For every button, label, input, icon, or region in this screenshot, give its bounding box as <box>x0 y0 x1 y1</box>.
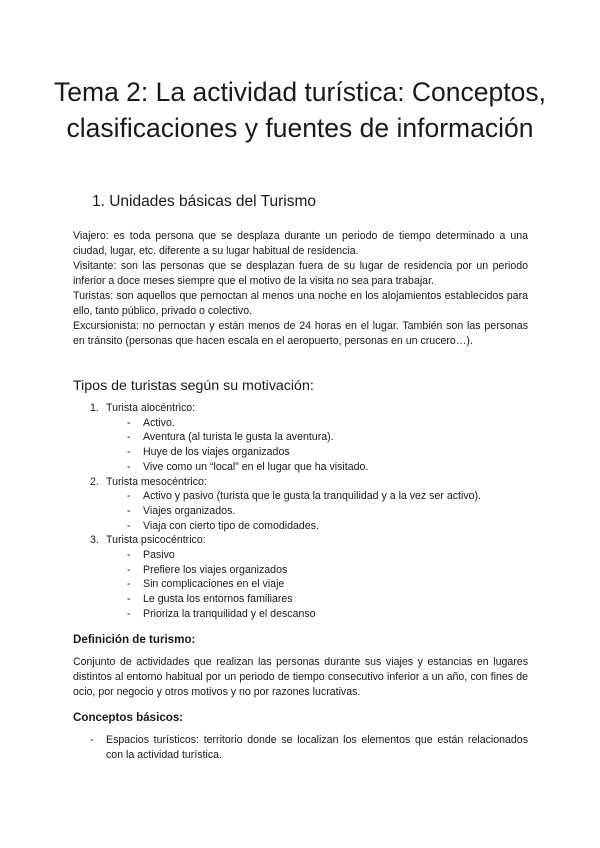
dash-bullet: - <box>127 504 131 517</box>
definition-turistas: Turistas: son aquellos que pernoctan al menos una noche en los alojamientos establecidos para ello, tanto público, privado o colectivo. <box>73 290 528 317</box>
definition-visitante: Visitante: son las personas que se desplazan fuera de su lugar de residencia por un periodo inferior a doce meses siempre que el motivo de la visita no sea para trabajar. <box>73 260 528 287</box>
list-item-text: Activo y pasivo (turista que le gusta la tranquilidad y a la vez ser activo). <box>143 490 481 503</box>
list-item-text: Le gusta los entornos familiares <box>143 593 293 606</box>
tourist-type-item <box>73 533 528 548</box>
list-item <box>73 489 528 504</box>
definition-viajero: Viajero: es toda persona que se desplaza durante un periodo de tiempo determinado a una ciudad, lugar, etc. diferente a su lugar habitual de residencia. <box>73 230 528 257</box>
list-number: 2. <box>90 475 99 488</box>
list-item <box>73 548 528 563</box>
dash-bullet: - <box>127 593 131 606</box>
list-item-text: Vive como un “local” en el lugar que ha visitado. <box>143 460 369 473</box>
list-item <box>73 445 528 460</box>
list-item-text: Huye de los viajes organizados <box>143 446 290 459</box>
document-title: Tema 2: La actividad turística: Conceptos, clasificaciones y fuentes de información <box>54 77 546 143</box>
list-item <box>73 577 528 592</box>
dash-bullet: - <box>127 460 131 473</box>
tourist-type-item <box>73 475 528 490</box>
list-item <box>73 519 528 534</box>
definitions-block <box>73 229 528 349</box>
list-item-text: Viaja con cierto tipo de comodidades. <box>143 519 319 532</box>
list-item-text: Viajes organizados. <box>143 504 236 517</box>
tourist-type-item <box>73 401 528 416</box>
dash-bullet: - <box>127 490 131 503</box>
list-item-text: Prioriza la tranquilidad y el descanso <box>143 607 316 620</box>
definition-excursionista: Excursionista: no pernoctan y están menos de 24 horas en el lugar. También son las personas en tránsito (personas que hacen escala en el aeropuerto, personas en un crucero…). <box>73 320 528 347</box>
list-number: 3. <box>90 534 99 547</box>
dash-bullet: - <box>90 734 94 746</box>
list-item <box>73 563 528 578</box>
dash-bullet: - <box>127 607 131 620</box>
tourism-definition-text: Conjunto de actividades que realizan las personas durante sus viajes y estancias en lugares distintos al entorno habitual por un periodo de tiempo consecutivo inferior a un año, con fines de ocio, por negocio y otros motivos y no por razones lucrativas. <box>73 656 528 698</box>
tourist-types-list <box>73 401 528 622</box>
dash-bullet: - <box>127 549 131 562</box>
dash-bullet: - <box>127 446 131 459</box>
list-item <box>73 592 528 607</box>
tourist-types-heading: Tipos de turistas según su motivación: <box>73 378 314 394</box>
basic-concept-item <box>73 733 528 763</box>
dash-bullet: - <box>127 416 131 429</box>
list-item <box>73 416 528 431</box>
list-item-text: Aventura (al turista le gusta la aventura). <box>143 431 334 444</box>
basic-concept-text: Espacios turísticos: territorio donde se localizan los elementos que están relacionados con la actividad turística. <box>106 734 528 761</box>
list-item-text: Activo. <box>143 416 175 429</box>
list-item <box>73 504 528 519</box>
dash-bullet: - <box>127 519 131 532</box>
list-item-text: Sin complicaciones en el viaje <box>143 578 285 591</box>
dash-bullet: - <box>127 563 131 576</box>
list-number: 1. <box>90 402 99 414</box>
tourist-type-title: Turista mesocéntrico: <box>106 475 207 488</box>
tourist-type-title: Turista psicocéntrico: <box>106 534 206 547</box>
list-item <box>73 460 528 475</box>
list-item <box>73 607 528 622</box>
list-item-text: Pasivo <box>143 549 175 562</box>
section-heading-basic-units: 1. Unidades básicas del Turismo <box>92 193 317 210</box>
list-item-text: Prefiere los viajes organizados <box>143 563 288 576</box>
tourism-definition-heading: Definición de turismo: <box>73 633 196 646</box>
list-item <box>73 430 528 445</box>
dash-bullet: - <box>127 431 131 444</box>
tourist-type-title: Turista alocéntrico: <box>106 402 196 414</box>
basic-concepts-heading: Conceptos básicos: <box>73 711 184 724</box>
dash-bullet: - <box>127 578 131 591</box>
